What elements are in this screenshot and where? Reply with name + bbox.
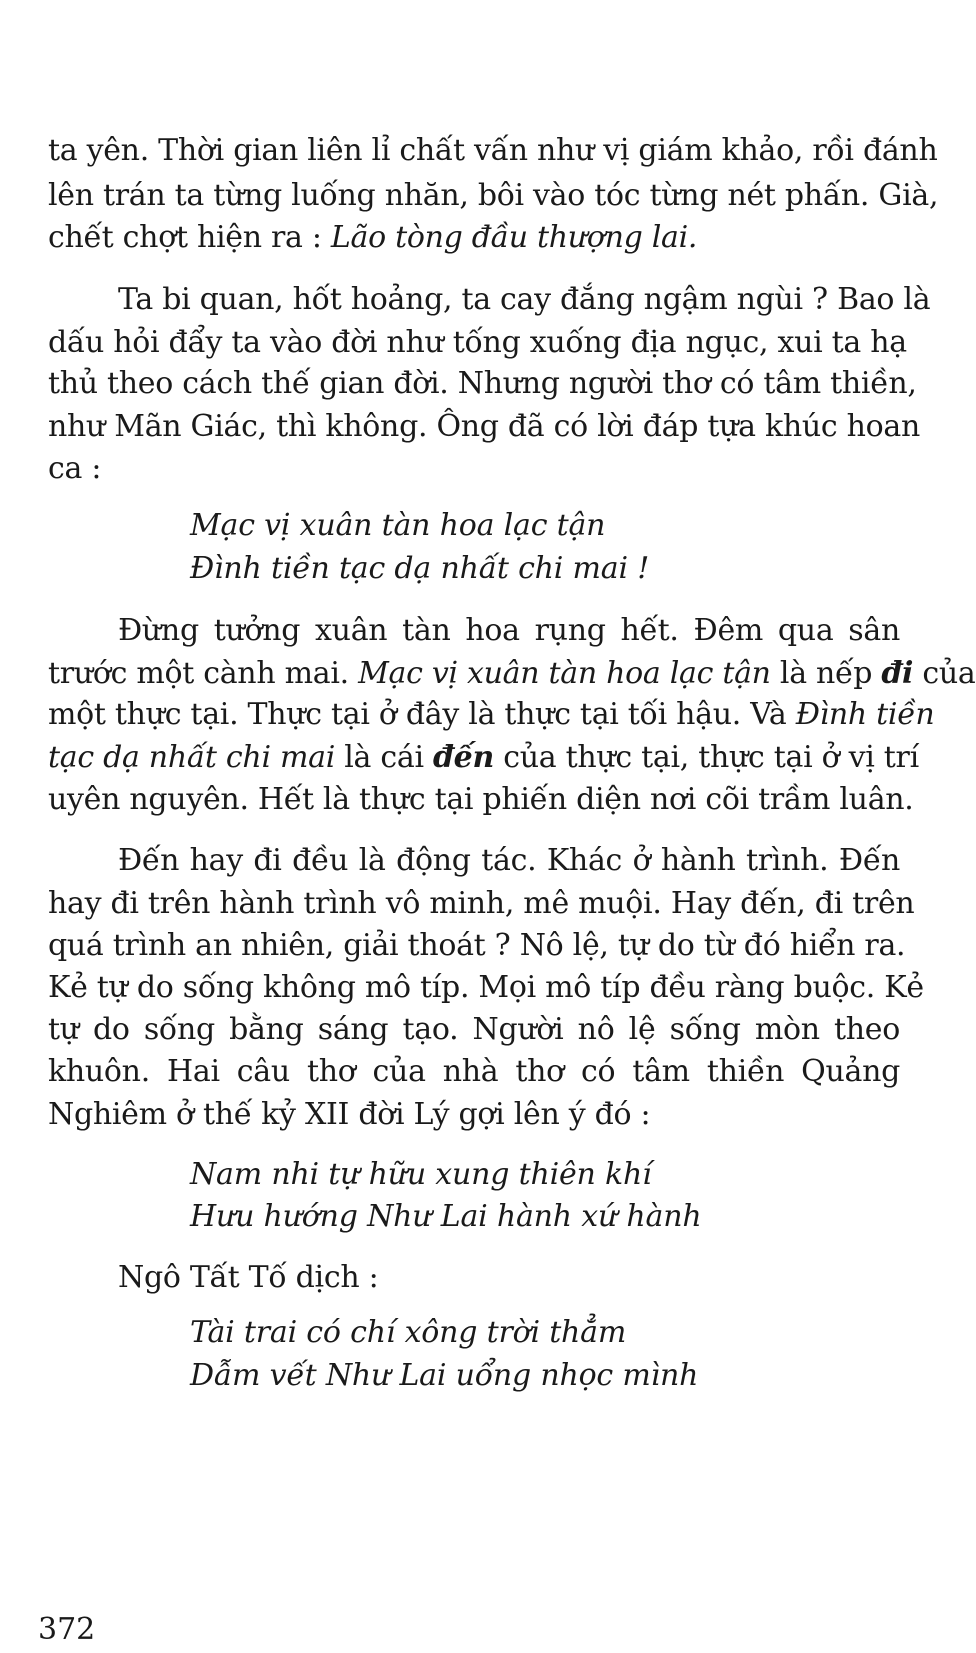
quote-span: tạc dạ nhất chi mai <box>48 740 336 775</box>
text-line: Kẻ tự do sống không mô típ. Mọi mô típ đều ràng buộc. Kẻ <box>48 970 924 1005</box>
quote-span: Mạc vị xuân tàn hoa lạc tận <box>358 656 771 691</box>
text-line: khuôn. Hai câu thơ của nhà thơ có tâm thiền Quảng <box>48 1054 900 1089</box>
text-line <box>48 218 900 258</box>
poem-line: Mạc vị xuân tàn hoa lạc tận <box>190 508 606 543</box>
text-line: Đến hay đi đều là động tác. Khác ở hành trình. Đến <box>118 843 900 878</box>
text-line: Đừng tưởng xuân tàn hoa rụng hết. Đêm qua sân <box>118 613 900 648</box>
quote-span: Đình tiền <box>795 697 935 732</box>
text-line: uyên nguyên. Hết là thực tại phiến diện nơi cõi trầm luân. <box>48 782 914 817</box>
text-span: của thực tại, thực tại ở vị trí <box>493 740 919 775</box>
quote-span: Lão tòng đầu thượng lai. <box>330 220 698 255</box>
text-span: là cái <box>335 740 433 775</box>
text-span: của <box>913 656 976 691</box>
text-line: dấu hỏi đẩy ta vào đời như tống xuống địa ngục, xui ta hạ <box>48 325 907 360</box>
poem-line: Dẫm vết Như Lai uổng nhọc mình <box>190 1358 699 1393</box>
emphasis-span: đi <box>881 656 914 691</box>
text-line: như Mãn Giác, thì không. Ông đã có lời đáp tựa khúc hoan <box>48 409 920 444</box>
poem-line: Tài trai có chí xông trời thẳm <box>190 1315 627 1350</box>
text-line: hay đi trên hành trình vô minh, mê muội. Hay đến, đi trên <box>48 886 915 921</box>
text-span: chết chợt hiện ra : <box>48 220 331 255</box>
text-line: tự do sống bằng sáng tạo. Người nô lệ sống mòn theo <box>48 1012 900 1047</box>
text-line: thủ theo cách thế gian đời. Nhưng người thơ có tâm thiền, <box>48 366 917 401</box>
page-number: 372 <box>38 1612 96 1647</box>
text-span: trước một cành mai. <box>48 656 359 691</box>
text-line <box>48 738 919 778</box>
text-line: quá trình an nhiên, giải thoát ? Nô lệ, tự do từ đó hiển ra. <box>48 928 906 963</box>
text-line: lên trán ta từng luống nhăn, bôi vào tóc từng nét phấn. Già, <box>48 178 939 213</box>
emphasis-span: đến <box>433 740 494 775</box>
poem-line: Nam nhi tự hữu xung thiên khí <box>190 1157 652 1192</box>
translator-line: Ngô Tất Tố dịch : <box>118 1260 379 1295</box>
text-line: ta yên. Thời gian liên lỉ chất vấn như vị giám khảo, rồi đánh <box>48 133 938 168</box>
text-line: ca : <box>48 451 102 486</box>
text-line: Ta bi quan, hốt hoảng, ta cay đắng ngậm ngùi ? Bao là <box>118 282 931 317</box>
poem-line: Đình tiền tạc dạ nhất chi mai ! <box>190 551 650 586</box>
text-line <box>48 695 935 735</box>
poem-line: Hưu hướng Như Lai hành xứ hành <box>190 1199 702 1234</box>
text-span: một thực tại. Thực tại ở đây là thực tại tối hậu. Và <box>48 697 796 732</box>
text-span: là nếp <box>770 656 882 691</box>
text-line: Nghiêm ở thế kỷ XII đời Lý gợi lên ý đó : <box>48 1097 651 1132</box>
text-line <box>48 654 976 694</box>
